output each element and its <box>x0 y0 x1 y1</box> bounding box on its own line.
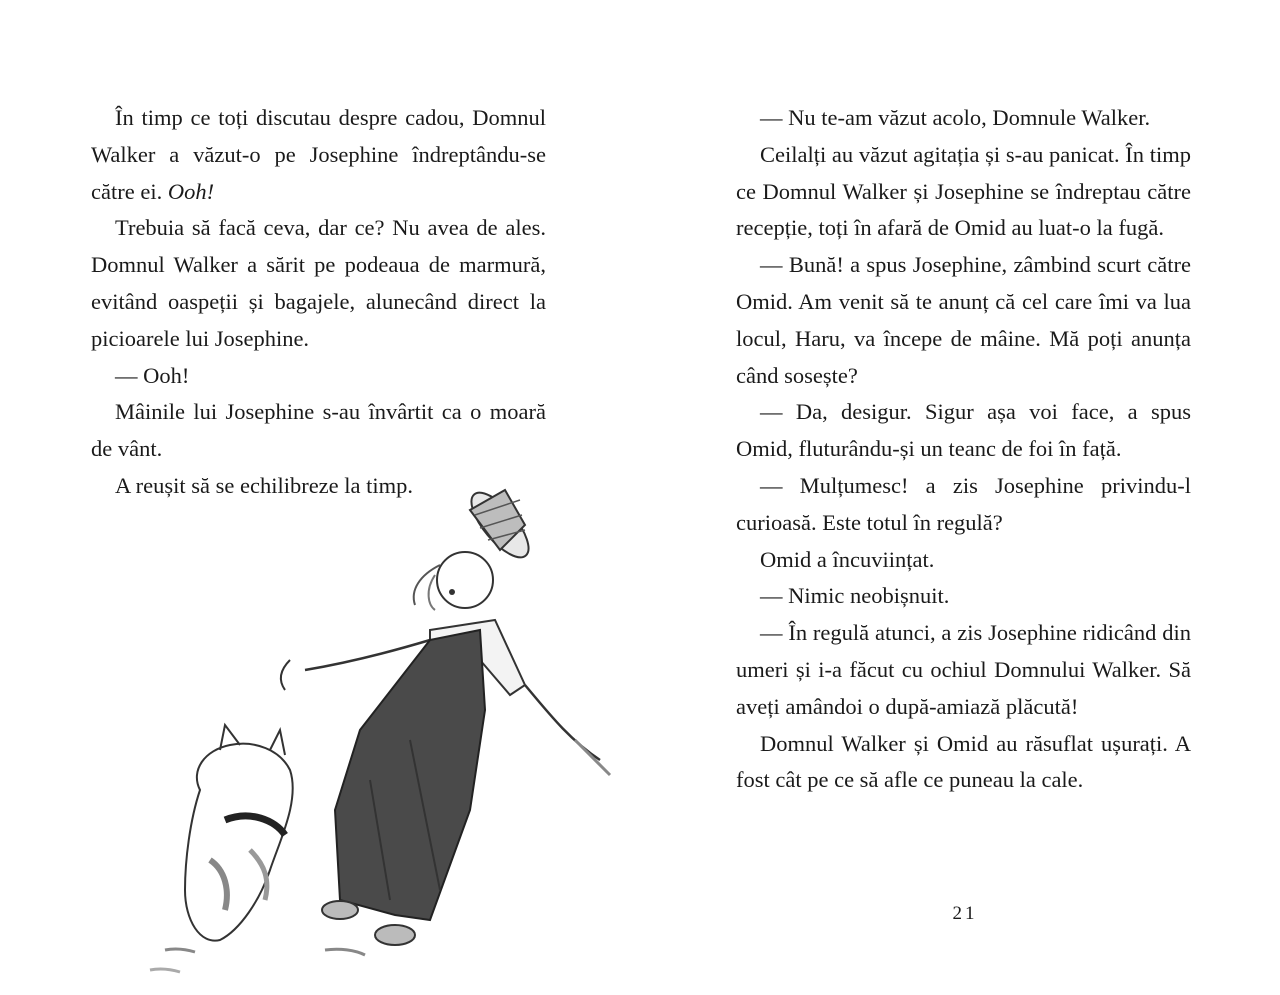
girl-right-arm-icon <box>525 685 600 760</box>
left-page <box>91 100 546 505</box>
italic-exclamation: Ooh! <box>167 178 215 204</box>
girl-head-icon <box>414 552 493 610</box>
paragraph: Mâinile lui Josephine s-au învârtit ca o moară de vânt. <box>91 399 546 462</box>
paragraph <box>91 100 546 210</box>
illustration-josephine-and-cat <box>130 480 630 980</box>
cat-icon <box>185 725 293 941</box>
paragraph: Omid a încuviințat. <box>760 546 935 572</box>
paragraph: — Nimic neobișnuit. <box>760 583 950 609</box>
paragraph: — Bună! a spus Josephine, zâmbind scurt către Omid. Am venit să te anunț că cel care îmi va lua locul, Haru, va începe de mâine. Mă poți anunța când sosește? <box>736 252 1191 388</box>
paragraph: Domnul Walker și Omid au răsuflat ușurați. A fost cât pe ce să afle ce puneau la cale. <box>736 730 1191 793</box>
paragraph-text: În timp ce toți discutau despre cadou, Domnul Walker a văzut-o pe Josephine îndreptându-se către ei. <box>91 105 546 204</box>
paragraph: Trebuia să facă ceva, dar ce? Nu avea de ales. Domnul Walker a sărit pe podeaua de marmură, evitând oaspeții și bagajele, alunecând direct la picioarele lui Josephine. <box>91 215 546 351</box>
paragraph: Ceilalți au văzut agitația și s-au panicat. În timp ce Domnul Walker și Josephine se îndreptau către recepție, toți în afară de Omid au luat-o la fugă. <box>736 141 1191 241</box>
page-number: 21 <box>952 903 978 924</box>
paragraph: — În regulă atunci, a zis Josephine ridicând din umeri și i-a făcut cu ochiul Domnului Walker. Să aveți amândoi o după-amiază plăcută! <box>736 620 1191 719</box>
girl-boot-icon <box>375 925 415 945</box>
right-page <box>736 100 1191 799</box>
paragraph: — Ooh! <box>115 362 190 388</box>
girl-overalls-icon <box>335 630 485 920</box>
paragraph: A reușit să se echilibreze la timp. <box>115 472 414 498</box>
paragraph: — Mulțumesc! a zis Josephine privindu-l curioasă. Este totul în regulă? <box>736 472 1191 535</box>
paragraph: — Nu te-am văzut acolo, Domnule Walker. <box>760 105 1151 130</box>
girl-boot-icon <box>322 901 358 919</box>
paragraph: — Da, desigur. Sigur așa voi face, a spus Omid, fluturându-și un teanc de foi în față. <box>736 399 1191 462</box>
